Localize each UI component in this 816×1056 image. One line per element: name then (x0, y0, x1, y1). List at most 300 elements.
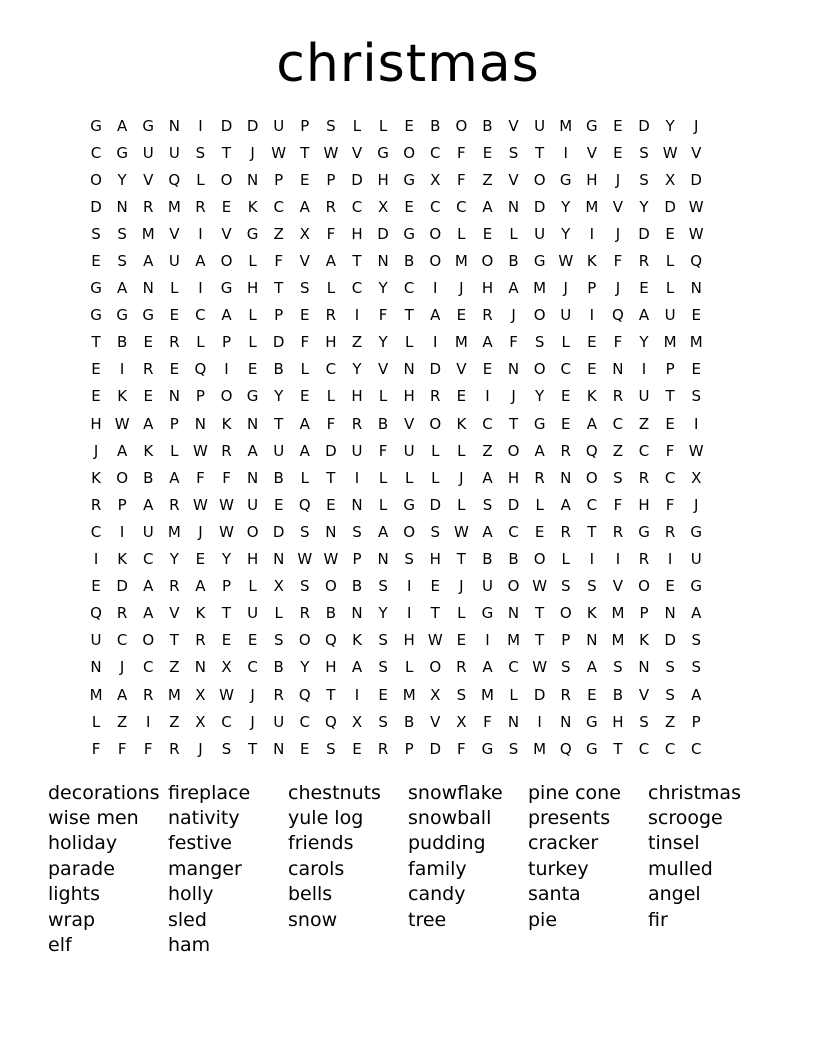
grid-row (83, 654, 709, 681)
grid-letter: K (586, 387, 597, 406)
grid-letter: B (325, 604, 337, 623)
grid-letter: X (664, 170, 676, 189)
grid-letter: O (429, 658, 442, 677)
grid-letter: I (641, 360, 647, 379)
grid-letter: J (198, 739, 203, 758)
grid-letter: E (300, 170, 310, 189)
grid-letter: I (198, 116, 203, 135)
grid-letter: Z (169, 712, 180, 731)
grid-letter: L (300, 360, 309, 379)
grid-letter: I (354, 306, 360, 325)
word-list (48, 780, 768, 958)
grid-row (83, 410, 709, 437)
grid-letter: J (119, 658, 125, 677)
grid-letter: E (665, 577, 675, 596)
grid-letter: O (429, 224, 442, 243)
grid-letter: K (91, 468, 101, 487)
grid-letter: D (690, 170, 702, 189)
grid-letter: E (378, 685, 388, 704)
grid-letter: R (169, 333, 180, 352)
grid-letter: N (560, 468, 572, 487)
grid-letter: W (532, 577, 548, 596)
grid-letter: R (612, 522, 624, 541)
grid-letter: K (143, 441, 154, 460)
grid-letter: C (430, 143, 441, 162)
grid-letter: C (273, 197, 284, 216)
grid-letter: H (481, 279, 494, 298)
grid-letter: O (533, 360, 546, 379)
grid-letter: M (167, 685, 181, 704)
grid-letter: A (586, 658, 597, 677)
grid-letter: A (299, 441, 310, 460)
grid-letter: N (507, 197, 520, 216)
grid-letter: E (221, 197, 232, 216)
grid-letter: S (482, 495, 493, 514)
grid-letter: S (91, 224, 101, 243)
grid-letter: F (91, 739, 101, 758)
grid-letter: W (688, 441, 704, 460)
grid-letter: D (351, 170, 363, 189)
grid-letter: W (271, 143, 287, 162)
grid-letter: C (325, 360, 337, 379)
grid-letter: F (457, 143, 466, 162)
grid-letter: W (219, 495, 234, 514)
word-list-item: carols (288, 857, 345, 880)
grid-letter: P (665, 360, 675, 379)
grid-letter: P (691, 712, 701, 731)
grid-letter: V (169, 604, 180, 623)
grid-letter: P (274, 306, 284, 325)
grid-letter: Y (535, 387, 545, 406)
grid-letter: T (274, 414, 284, 433)
grid-letter: J (459, 279, 464, 298)
grid-letter: T (404, 306, 414, 325)
grid-letter: J (693, 116, 699, 135)
grid-letter: J (250, 685, 255, 704)
word-list-item: pine cone (528, 781, 621, 804)
grid-letter: C (299, 712, 311, 731)
grid-letter: S (300, 577, 310, 596)
word-list-item: bells (288, 883, 333, 906)
grid-letter: S (639, 170, 649, 189)
grid-letter: V (456, 360, 467, 379)
grid-letter: F (274, 252, 284, 271)
grid-letter: C (195, 306, 206, 325)
grid-letter: L (378, 387, 388, 406)
grid-letter: A (143, 495, 154, 514)
grid-row (83, 356, 709, 383)
grid-letter: A (560, 495, 571, 514)
grid-letter: L (378, 116, 388, 135)
grid-letter: S (326, 739, 336, 758)
grid-row (83, 491, 709, 518)
grid-letter: L (196, 333, 205, 352)
grid-letter: L (91, 712, 101, 731)
grid-letter: H (403, 631, 415, 650)
grid-letter: R (638, 252, 650, 271)
grid-letter: P (352, 550, 362, 569)
grid-letter: M (167, 522, 181, 541)
grid-letter: B (273, 658, 284, 677)
grid-letter: I (93, 550, 99, 569)
grid-letter: G (481, 739, 494, 758)
grid-letter: U (273, 116, 285, 135)
grid-row (83, 518, 709, 545)
grid-letter: E (613, 116, 623, 135)
grid-letter: V (377, 360, 389, 379)
grid-letter: K (195, 604, 206, 623)
grid-letter: R (534, 468, 545, 487)
grid-letter: P (587, 279, 597, 298)
grid-letter: U (560, 306, 572, 325)
grid-letter: S (508, 739, 519, 758)
grid-letter: A (169, 468, 180, 487)
grid-letter: A (143, 577, 154, 596)
grid-letter: Y (378, 279, 388, 298)
grid-letter: G (142, 116, 155, 135)
word-list-row (48, 932, 768, 957)
grid-letter: J (563, 279, 568, 298)
grid-letter: M (585, 197, 599, 216)
grid-letter: O (220, 170, 233, 189)
grid-letter: S (378, 577, 388, 596)
word-list-item: friends (288, 832, 354, 855)
grid-letter: D (220, 116, 233, 135)
grid-letter: P (326, 170, 336, 189)
grid-letter: R (560, 441, 571, 460)
word-list-item: yule log (288, 807, 364, 830)
grid-letter: P (221, 577, 232, 596)
grid-letter: T (535, 604, 545, 623)
grid-row (83, 627, 709, 654)
grid-letter: L (170, 441, 179, 460)
grid-letter: N (560, 712, 572, 731)
grid-letter: R (143, 197, 154, 216)
word-list-item: snowflake (408, 781, 503, 804)
grid-letter: E (587, 685, 597, 704)
grid-letter: W (532, 658, 548, 677)
grid-letter: K (456, 414, 467, 433)
grid-letter: A (325, 252, 337, 271)
grid-letter: L (561, 333, 570, 352)
grid-letter: G (403, 170, 415, 189)
grid-letter: M (480, 685, 494, 704)
grid-letter: C (612, 414, 624, 433)
grid-letter: E (456, 631, 467, 650)
grid-letter: L (457, 224, 466, 243)
grid-letter: E (639, 279, 649, 298)
grid-letter: S (560, 658, 571, 677)
grid-letter: S (665, 658, 675, 677)
grid-letter: A (117, 441, 128, 460)
grid-letter: R (638, 468, 650, 487)
grid-letter: H (325, 333, 337, 352)
grid-letter: P (404, 739, 414, 758)
grid-letter: S (273, 631, 284, 650)
grid-letter: T (248, 739, 258, 758)
grid-letter: Z (169, 658, 180, 677)
grid-row (83, 464, 709, 491)
grid-letter: Y (274, 387, 284, 406)
grid-letter: A (482, 197, 493, 216)
grid-letter: J (250, 143, 255, 162)
grid-letter: J (511, 306, 516, 325)
grid-letter: E (143, 387, 153, 406)
grid-letter: H (351, 387, 363, 406)
grid-letter: C (560, 360, 571, 379)
grid-letter: S (430, 522, 441, 541)
grid-letter: W (323, 550, 339, 569)
grid-letter: X (273, 577, 284, 596)
grid-letter: E (404, 197, 414, 216)
grid-row (83, 275, 709, 302)
grid-letter: D (638, 116, 650, 135)
grid-letter: L (509, 224, 518, 243)
grid-letter: O (298, 631, 311, 650)
grid-letter: M (454, 252, 468, 271)
word-list-item: decorations (48, 781, 160, 804)
grid-letter: F (483, 712, 492, 731)
grid-letter: N (377, 252, 389, 271)
grid-letter: C (456, 197, 467, 216)
grid-row (83, 735, 709, 762)
word-list-item: pudding (408, 832, 486, 855)
grid-letter: L (665, 279, 675, 298)
grid-letter: D (272, 333, 285, 352)
grid-letter: V (508, 116, 519, 135)
grid-letter: R (612, 387, 624, 406)
grid-letter: G (481, 604, 494, 623)
grid-letter: B (482, 550, 493, 569)
grid-letter: P (169, 414, 179, 433)
grid-letter: S (300, 279, 310, 298)
grid-row (83, 247, 709, 274)
grid-letter: G (586, 116, 598, 135)
grid-letter: E (169, 360, 180, 379)
grid-letter: O (429, 414, 442, 433)
grid-letter: F (378, 441, 388, 460)
grid-letter: W (323, 143, 339, 162)
grid-letter: U (481, 577, 493, 596)
grid-letter: S (691, 387, 701, 406)
word-list-item: holiday (48, 832, 118, 855)
grid-letter: L (404, 468, 414, 487)
grid-letter: D (246, 116, 259, 135)
grid-letter: R (169, 495, 180, 514)
grid-letter: S (560, 577, 571, 596)
grid-letter: I (563, 143, 568, 162)
grid-letter: T (456, 550, 466, 569)
word-list-item: holly (168, 883, 214, 906)
grid-letter: S (117, 224, 127, 243)
grid-letter: A (247, 441, 258, 460)
grid-letter: C (482, 414, 493, 433)
grid-letter: N (507, 604, 520, 623)
grid-letter: L (665, 252, 675, 271)
grid-letter: P (639, 604, 649, 623)
grid-letter: J (693, 495, 699, 514)
grid-letter: U (247, 495, 259, 514)
grid-letter: G (142, 306, 155, 325)
grid-letter: P (195, 387, 205, 406)
grid-letter: B (482, 116, 493, 135)
grid-letter: B (377, 414, 389, 433)
grid-letter: N (168, 116, 180, 135)
grid-letter: E (195, 550, 206, 569)
grid-letter: N (246, 468, 259, 487)
word-list-item: lights (48, 883, 101, 906)
grid-letter: M (533, 279, 547, 298)
word-list-item: parade (48, 857, 115, 880)
grid-letter: S (639, 712, 649, 731)
grid-letter: T (535, 631, 545, 650)
grid-letter: Q (298, 495, 311, 514)
grid-letter: A (117, 685, 128, 704)
grid-letter: L (326, 279, 336, 298)
grid-letter: E (691, 360, 701, 379)
grid-letter: A (117, 116, 128, 135)
grid-letter: B (508, 252, 519, 271)
grid-letter: Z (482, 441, 493, 460)
grid-letter: M (89, 685, 103, 704)
grid-letter: A (299, 197, 310, 216)
grid-row (83, 546, 709, 573)
grid-letter: Y (639, 333, 649, 352)
grid-letter: H (377, 170, 389, 189)
grid-letter: J (198, 522, 203, 541)
grid-letter: L (404, 658, 414, 677)
grid-letter: K (117, 387, 128, 406)
grid-letter: Y (639, 197, 649, 216)
grid-letter: T (352, 252, 362, 271)
grid-letter: A (143, 414, 154, 433)
grid-letter: U (168, 252, 180, 271)
grid-letter: B (430, 116, 441, 135)
grid-letter: C (142, 658, 154, 677)
grid-letter: F (613, 495, 623, 514)
grid-letter: I (485, 631, 490, 650)
grid-letter: O (533, 170, 546, 189)
grid-letter: M (454, 333, 468, 352)
grid-letter: E (560, 414, 571, 433)
grid-letter: T (587, 522, 597, 541)
grid-letter: O (429, 252, 442, 271)
grid-letter: P (117, 495, 127, 514)
grid-letter: M (611, 631, 625, 650)
grid-letter: D (90, 197, 102, 216)
grid-letter: E (247, 360, 258, 379)
grid-letter: R (560, 685, 571, 704)
grid-letter: G (116, 143, 128, 162)
grid-letter: S (691, 658, 701, 677)
grid-letter: O (559, 604, 572, 623)
grid-letter: E (91, 577, 101, 596)
grid-letter: N (273, 550, 285, 569)
grid-letter: P (561, 631, 571, 650)
grid-letter: Q (324, 712, 337, 731)
grid-letter: V (691, 143, 702, 162)
grid-letter: S (378, 712, 388, 731)
grid-letter: E (143, 333, 153, 352)
grid-letter: Q (298, 685, 311, 704)
grid-letter: B (612, 685, 624, 704)
grid-letter: O (142, 631, 155, 650)
grid-letter: X (456, 712, 467, 731)
grid-letter: T (665, 387, 675, 406)
grid-letter: R (377, 739, 389, 758)
grid-letter: N (690, 279, 702, 298)
grid-letter: E (665, 224, 675, 243)
grid-letter: O (533, 550, 546, 569)
grid-letter: B (351, 577, 363, 596)
grid-letter: L (457, 604, 466, 623)
grid-letter: X (691, 468, 702, 487)
word-list-row (48, 882, 768, 907)
word-list-item: nativity (168, 807, 240, 830)
grid-letter: E (430, 577, 440, 596)
grid-letter: H (612, 712, 624, 731)
grid-letter: A (691, 604, 702, 623)
grid-letter: E (560, 387, 571, 406)
grid-letter: A (299, 414, 310, 433)
grid-letter: F (378, 306, 388, 325)
grid-letter: E (273, 495, 284, 514)
grid-letter: D (533, 685, 546, 704)
grid-letter: K (247, 197, 258, 216)
grid-letter: A (351, 658, 363, 677)
grid-letter: V (221, 224, 232, 243)
grid-letter: A (534, 441, 545, 460)
grid-letter: V (612, 577, 624, 596)
grid-letter: D (429, 739, 442, 758)
word-list-item: cracker (528, 832, 599, 855)
grid-letter: E (326, 495, 336, 514)
grid-letter: N (664, 604, 676, 623)
grid-letter: J (615, 224, 621, 243)
grid-letter: E (91, 387, 101, 406)
grid-letter: F (117, 739, 127, 758)
grid-letter: G (403, 224, 415, 243)
grid-row (83, 600, 709, 627)
grid-letter: N (273, 739, 285, 758)
word-list-item: fir (648, 908, 668, 931)
grid-letter: T (430, 604, 440, 623)
word-list-item: manger (168, 857, 242, 880)
grid-letter: W (297, 550, 313, 569)
grid-letter: J (511, 387, 516, 406)
grid-letter: S (352, 522, 362, 541)
grid-letter: S (665, 685, 675, 704)
grid-letter: T (326, 468, 336, 487)
grid-letter: D (507, 495, 520, 514)
grid-letter: A (221, 306, 232, 325)
grid-letter: Z (664, 712, 676, 731)
grid-letter: S (378, 631, 388, 650)
word-list-row (48, 907, 768, 932)
grid-letter: U (90, 631, 102, 650)
grid-letter: H (351, 224, 363, 243)
grid-letter: F (143, 739, 153, 758)
grid-letter: F (613, 252, 623, 271)
grid-letter: R (169, 739, 180, 758)
grid-letter: U (142, 522, 154, 541)
grid-letter: U (690, 550, 702, 569)
grid-letter: I (406, 577, 412, 596)
grid-letter: S (404, 550, 414, 569)
grid-letter: B (404, 252, 415, 271)
word-list-item: wrap (48, 908, 96, 931)
word-list-item: santa (528, 883, 581, 906)
